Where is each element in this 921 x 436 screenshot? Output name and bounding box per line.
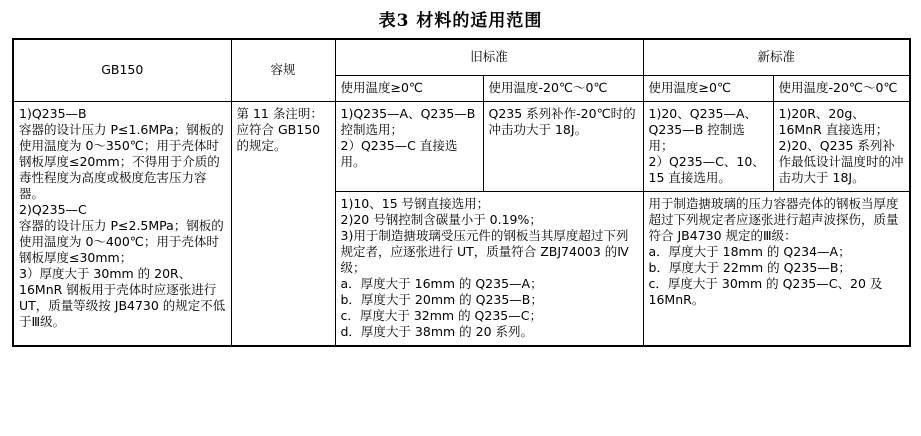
old-note-5: b．厚度大于 20mm 的 Q235—B；	[340, 292, 543, 307]
old-note-2: 2)20 号钢控制含碳量小于 0.19%；	[340, 212, 542, 227]
old-note-1: 1)10、15 号钢直接选用；	[340, 196, 490, 211]
cell-gb150-body	[13, 102, 231, 347]
table-caption: 表3 材料的适用范围	[378, 11, 543, 31]
gb150-line-5: 3）厚度大于 30mm 的 20R、16MnR 钢板用于壳体时应逐张进行 UT，质量等级按 JB4730 的规定不低于Ⅲ级。	[19, 266, 226, 329]
cell-old-standard-notes	[335, 192, 643, 347]
old-note-6: c．厚度大于 32mm 的 Q235—C；	[340, 308, 542, 323]
header-old-standard: 旧标准	[335, 39, 643, 76]
gb150-line-1: 1)Q235—B	[19, 106, 87, 121]
old-a-line-2: 2）Q235—C 直接选用。	[340, 138, 458, 169]
old-note-3: 3)用于制造搪玻璃受压元件的钢板当其厚度超过下列规定者，应逐张进行 UT，质量符合 ZBJ74003 的Ⅳ级；	[340, 228, 629, 275]
gb150-line-4: 容器的设计压力 P≤2.5MPa；钢板的使用温度为 0～400℃；用于壳体时钢板厚度≤30mm；	[19, 218, 224, 265]
subheader-new-temp-ge0: 使用温度≥0℃	[643, 76, 773, 102]
header-new-standard: 新标准	[643, 39, 910, 76]
new-b-line-2: 2)20、Q235 系列补作最低设计温度时的冲击功大于 18J。	[778, 138, 904, 185]
rongui-line-1: 第 11 条注明：应符合 GB150 的规定。	[236, 106, 323, 153]
cell-old-minus20-top	[483, 102, 643, 192]
subheader-old-temp-ge0: 使用温度≥0℃	[335, 76, 483, 102]
subheader-old-temp-minus20: 使用温度-20℃～0℃	[483, 76, 643, 102]
new-note-1: 用于制造搪玻璃的压力容器壳体的钢板当厚度超过下列规定者应逐张进行超声波探伤，质量符合 JB4730 规定的Ⅲ级：	[648, 196, 899, 243]
header-rongui: 容规	[231, 39, 335, 102]
new-a-line-1: 1)20、Q235—A、 Q235—B 控制选用；	[648, 106, 757, 153]
new-a-line-2: 2）Q235—C、10、15 直接选用。	[648, 154, 765, 185]
cell-new-standard-notes	[643, 192, 910, 347]
cell-new-ge0-top	[643, 102, 773, 192]
gb150-line-3: 2)Q235—C	[19, 202, 87, 217]
material-scope-table	[12, 38, 911, 347]
new-note-3: b．厚度大于 22mm 的 Q235—B；	[648, 260, 851, 275]
table-row-upper	[13, 102, 910, 192]
new-b-line-1: 1)20R、20g、16MnR 直接选用；	[778, 106, 889, 137]
header-gb150: GB150	[13, 39, 231, 102]
new-note-4: c．厚度大于 30mm 的 Q235—C、20 及 16MnR。	[648, 276, 883, 307]
table-header-row	[13, 39, 910, 76]
old-a-line-1: 1)Q235—A、Q235—B 控制选用；	[340, 106, 476, 137]
old-b-line-1: Q235 系列补作-20℃时的冲击功大于 18J。	[488, 106, 636, 137]
subheader-new-temp-minus20: 使用温度-20℃～0℃	[773, 76, 910, 102]
cell-rongui-body	[231, 102, 335, 347]
old-note-4: a．厚度大于 16mm 的 Q235—A；	[340, 276, 543, 291]
old-note-7: d．厚度大于 38mm 的 20 系列。	[340, 324, 533, 339]
new-note-2: a．厚度大于 18mm 的 Q234—A；	[648, 244, 851, 259]
gb150-line-2: 容器的设计压力 P≤1.6MPa；钢板的使用温度为 0～350℃；用于壳体时钢板厚度≤20mm；不得用于介质的毒性程度为高度或极度危害压力容器。	[19, 122, 224, 201]
cell-old-ge0-top	[335, 102, 483, 192]
cell-new-minus20-top	[773, 102, 910, 192]
